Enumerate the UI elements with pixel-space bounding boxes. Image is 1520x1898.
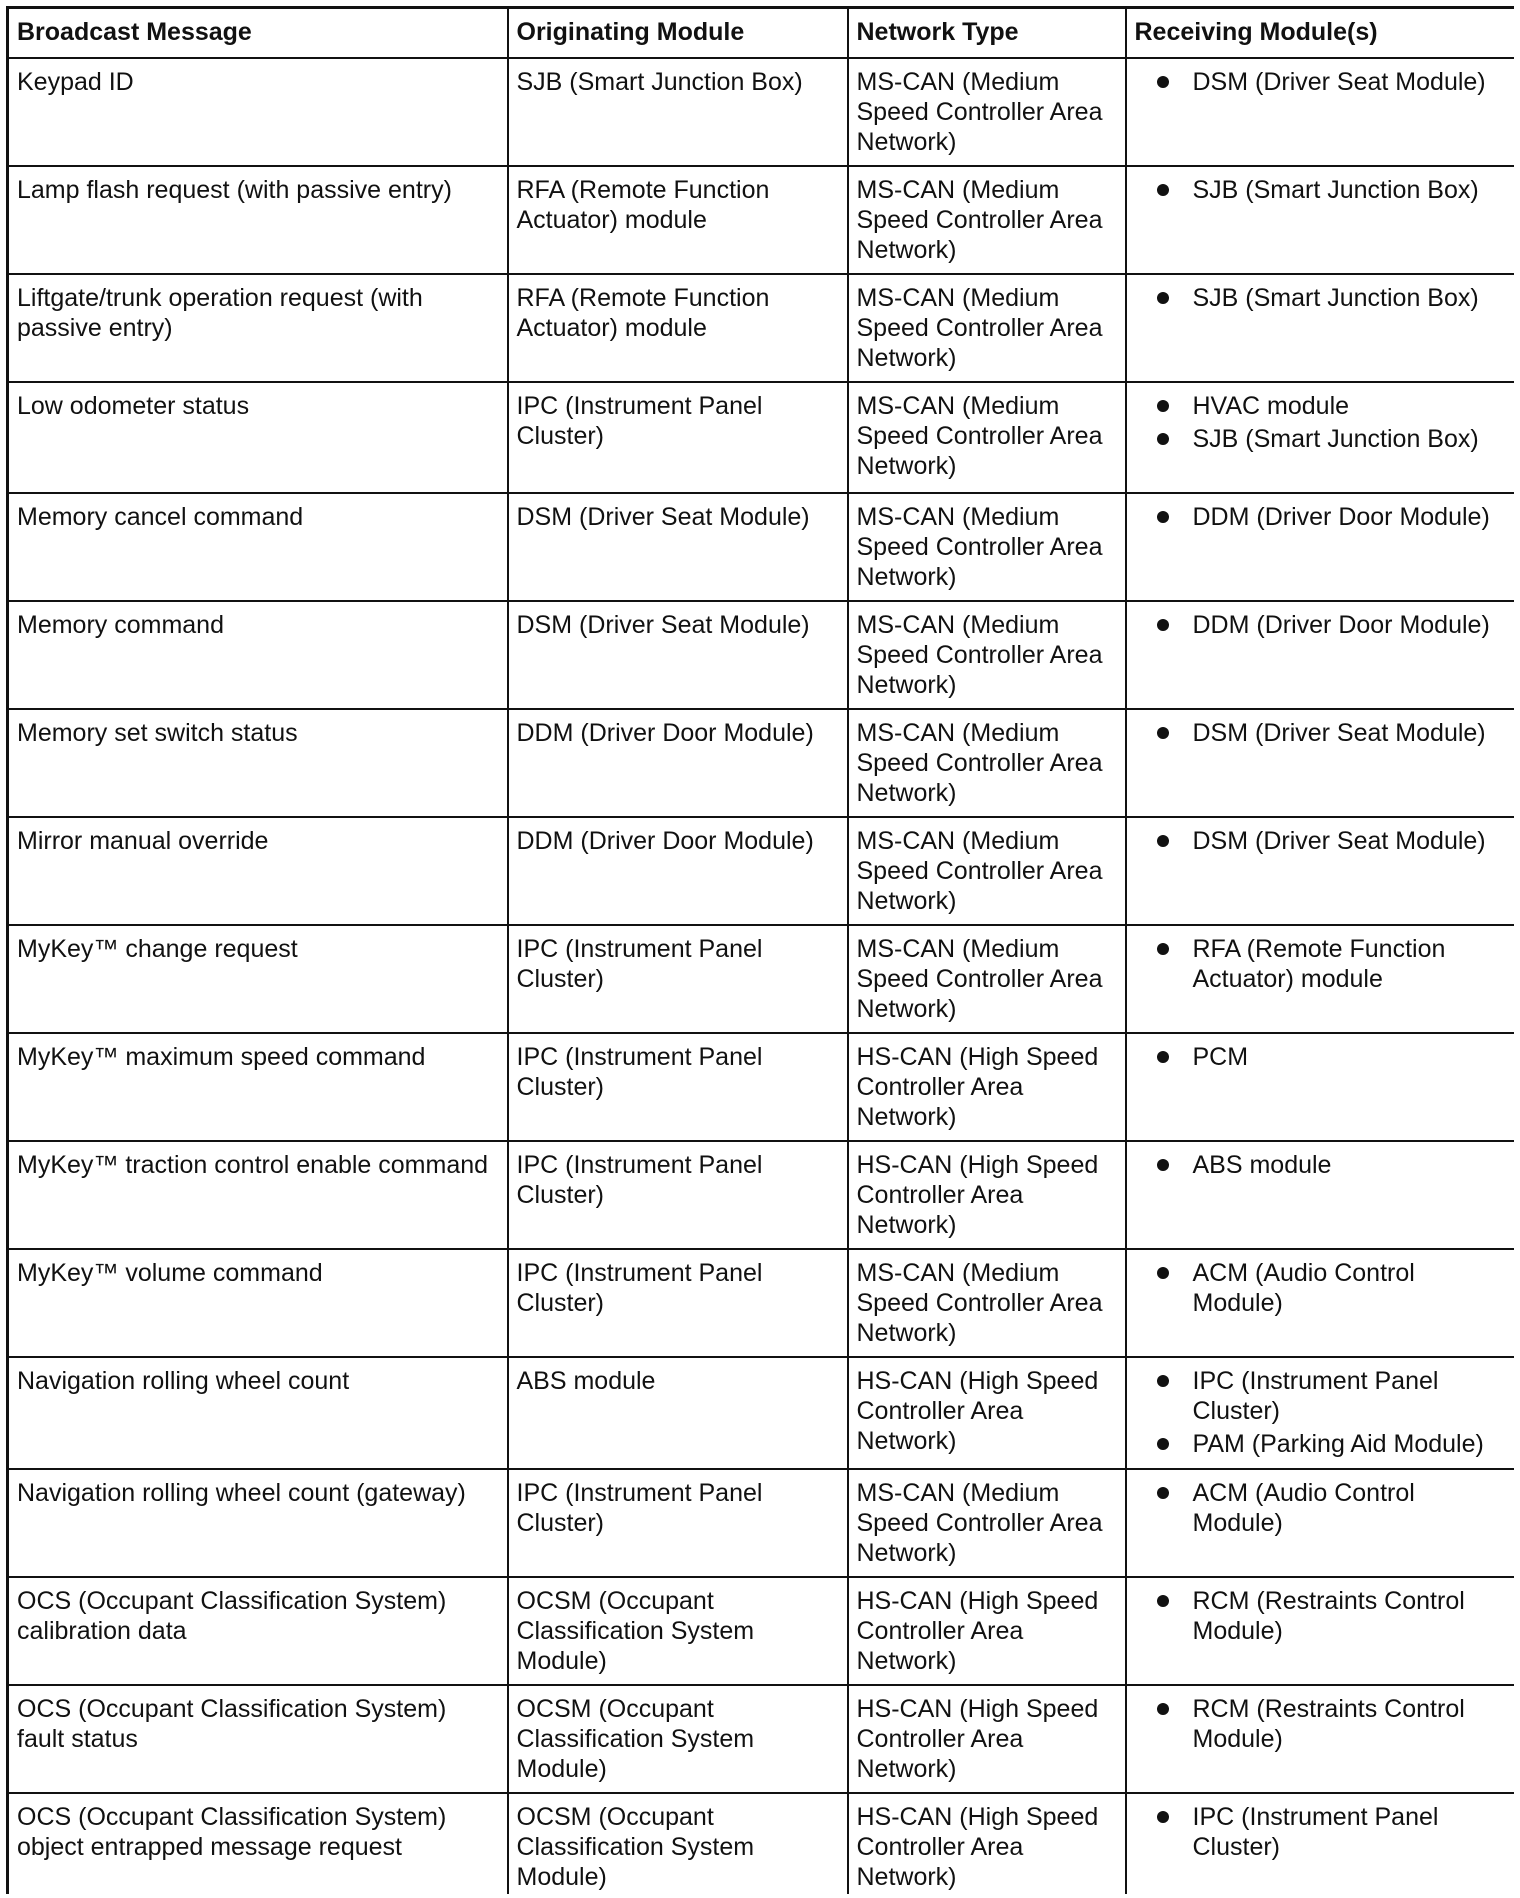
receiving-modules-list xyxy=(1135,718,1507,748)
list-item xyxy=(1157,1802,1507,1862)
table-row xyxy=(8,58,1515,166)
receiving-module-label: RCM (Restraints Control Module) xyxy=(1192,1695,1465,1753)
bullet-icon xyxy=(1157,1267,1169,1279)
list-item xyxy=(1157,1042,1507,1072)
originating-module-cell: DDM (Driver Door Module) xyxy=(508,709,848,817)
document-page xyxy=(6,6,1514,1894)
receiving-module-label: ACM (Audio Control Module) xyxy=(1192,1259,1415,1317)
bullet-icon xyxy=(1157,1595,1169,1607)
header-receiving-modules: Receiving Module(s) xyxy=(1126,8,1515,59)
list-item xyxy=(1157,283,1507,313)
originating-module-cell: IPC (Instrument Panel Cluster) xyxy=(508,1469,848,1577)
network-type-cell: MS-CAN (Medium Speed Controller Area Network) xyxy=(848,493,1126,601)
bullet-icon xyxy=(1157,292,1169,304)
receiving-module-label: DSM (Driver Seat Module) xyxy=(1192,827,1486,855)
receiving-modules-cell xyxy=(1126,601,1515,709)
receiving-modules-list xyxy=(1135,610,1507,640)
receiving-module-label: DSM (Driver Seat Module) xyxy=(1192,68,1486,96)
table-row xyxy=(8,1141,1515,1249)
network-type-cell: MS-CAN (Medium Speed Controller Area Network) xyxy=(848,601,1126,709)
network-type-cell: MS-CAN (Medium Speed Controller Area Network) xyxy=(848,1249,1126,1357)
receiving-modules-cell xyxy=(1126,925,1515,1033)
receiving-modules-list xyxy=(1135,67,1507,97)
table-body xyxy=(8,58,1515,1894)
table-row xyxy=(8,1357,1515,1469)
receiving-module-label: RFA (Remote Function Actuator) module xyxy=(1192,935,1446,993)
bullet-icon xyxy=(1157,1051,1169,1063)
receiving-module-label: ACM (Audio Control Module) xyxy=(1192,1479,1415,1537)
receiving-module-label: SJB (Smart Junction Box) xyxy=(1192,176,1479,204)
receiving-module-label: HVAC module xyxy=(1192,392,1350,420)
originating-module-cell: DDM (Driver Door Module) xyxy=(508,817,848,925)
bullet-icon xyxy=(1157,76,1169,88)
table-row xyxy=(8,382,1515,493)
originating-module-cell: SJB (Smart Junction Box) xyxy=(508,58,848,166)
bullet-icon xyxy=(1157,511,1169,523)
bullet-icon xyxy=(1157,1703,1169,1715)
broadcast-message-cell: Navigation rolling wheel count xyxy=(8,1357,508,1469)
network-type-cell: MS-CAN (Medium Speed Controller Area Network) xyxy=(848,1469,1126,1577)
table-row xyxy=(8,1685,1515,1793)
broadcast-message-cell: Navigation rolling wheel count (gateway) xyxy=(8,1469,508,1577)
receiving-module-label: SJB (Smart Junction Box) xyxy=(1192,284,1479,312)
receiving-modules-cell xyxy=(1126,274,1515,382)
receiving-modules-cell xyxy=(1126,1357,1515,1469)
network-type-cell: HS-CAN (High Speed Controller Area Network) xyxy=(848,1033,1126,1141)
receiving-modules-list xyxy=(1135,1586,1507,1646)
broadcast-message-cell: Mirror manual override xyxy=(8,817,508,925)
originating-module-cell: RFA (Remote Function Actuator) module xyxy=(508,166,848,274)
table-header-row xyxy=(8,8,1515,59)
broadcast-message-cell: MyKey™ traction control enable command xyxy=(8,1141,508,1249)
network-type-cell: MS-CAN (Medium Speed Controller Area Network) xyxy=(848,817,1126,925)
receiving-modules-cell xyxy=(1126,493,1515,601)
receiving-modules-list xyxy=(1135,826,1507,856)
originating-module-cell: IPC (Instrument Panel Cluster) xyxy=(508,1249,848,1357)
receiving-modules-list xyxy=(1135,283,1507,313)
originating-module-cell: DSM (Driver Seat Module) xyxy=(508,601,848,709)
network-type-cell: HS-CAN (High Speed Controller Area Network) xyxy=(848,1357,1126,1469)
table-row xyxy=(8,1033,1515,1141)
receiving-module-label: DDM (Driver Door Module) xyxy=(1192,503,1490,531)
broadcast-message-cell: OCS (Occupant Classification System) object entrapped message request xyxy=(8,1793,508,1894)
receiving-modules-cell xyxy=(1126,166,1515,274)
bullet-icon xyxy=(1157,619,1169,631)
receiving-modules-list xyxy=(1135,1802,1507,1862)
bullet-icon xyxy=(1157,433,1169,445)
originating-module-cell: DSM (Driver Seat Module) xyxy=(508,493,848,601)
receiving-modules-list xyxy=(1135,502,1507,532)
receiving-modules-cell xyxy=(1126,709,1515,817)
table-row xyxy=(8,709,1515,817)
list-item xyxy=(1157,175,1507,205)
network-type-cell: MS-CAN (Medium Speed Controller Area Network) xyxy=(848,709,1126,817)
network-type-cell: HS-CAN (High Speed Controller Area Network) xyxy=(848,1793,1126,1894)
receiving-modules-list xyxy=(1135,1478,1507,1538)
originating-module-cell: ABS module xyxy=(508,1357,848,1469)
table-row xyxy=(8,601,1515,709)
list-item xyxy=(1157,391,1507,421)
network-type-cell: MS-CAN (Medium Speed Controller Area Network) xyxy=(848,58,1126,166)
list-item xyxy=(1157,424,1507,454)
network-type-cell: MS-CAN (Medium Speed Controller Area Network) xyxy=(848,925,1126,1033)
receiving-module-label: DDM (Driver Door Module) xyxy=(1192,611,1490,639)
bullet-icon xyxy=(1157,1438,1169,1450)
receiving-module-label: PAM (Parking Aid Module) xyxy=(1192,1430,1484,1458)
receiving-module-label: DSM (Driver Seat Module) xyxy=(1192,719,1486,747)
receiving-modules-list xyxy=(1135,934,1507,994)
table-row xyxy=(8,1793,1515,1894)
network-type-cell: HS-CAN (High Speed Controller Area Network) xyxy=(848,1685,1126,1793)
list-item xyxy=(1157,502,1507,532)
list-item xyxy=(1157,718,1507,748)
receiving-modules-list xyxy=(1135,391,1507,454)
receiving-modules-cell xyxy=(1126,58,1515,166)
header-originating-module: Originating Module xyxy=(508,8,848,59)
broadcast-message-cell: Liftgate/trunk operation request (with passive entry) xyxy=(8,274,508,382)
list-item xyxy=(1157,1366,1507,1426)
receiving-modules-cell xyxy=(1126,382,1515,493)
table-row xyxy=(8,1249,1515,1357)
list-item xyxy=(1157,610,1507,640)
network-type-cell: MS-CAN (Medium Speed Controller Area Network) xyxy=(848,382,1126,493)
table-row xyxy=(8,493,1515,601)
list-item xyxy=(1157,1694,1507,1754)
receiving-module-label: ABS module xyxy=(1192,1151,1332,1179)
receiving-modules-list xyxy=(1135,1694,1507,1754)
list-item xyxy=(1157,67,1507,97)
table-row xyxy=(8,1577,1515,1685)
originating-module-cell: IPC (Instrument Panel Cluster) xyxy=(508,1033,848,1141)
table-row xyxy=(8,925,1515,1033)
receiving-module-label: SJB (Smart Junction Box) xyxy=(1192,425,1479,453)
originating-module-cell: IPC (Instrument Panel Cluster) xyxy=(508,1141,848,1249)
header-network-type: Network Type xyxy=(848,8,1126,59)
broadcast-message-cell: MyKey™ volume command xyxy=(8,1249,508,1357)
receiving-modules-cell xyxy=(1126,1249,1515,1357)
receiving-modules-cell xyxy=(1126,1577,1515,1685)
receiving-modules-cell xyxy=(1126,1141,1515,1249)
receiving-modules-list xyxy=(1135,1366,1507,1459)
receiving-modules-cell xyxy=(1126,817,1515,925)
originating-module-cell: OCSM (Occupant Classification System Module) xyxy=(508,1793,848,1894)
table-row xyxy=(8,274,1515,382)
receiving-module-label: IPC (Instrument Panel Cluster) xyxy=(1192,1367,1439,1425)
table-row xyxy=(8,817,1515,925)
receiving-modules-cell xyxy=(1126,1469,1515,1577)
receiving-modules-list xyxy=(1135,1042,1507,1072)
broadcast-message-cell: Memory command xyxy=(8,601,508,709)
broadcast-message-cell: Lamp flash request (with passive entry) xyxy=(8,166,508,274)
header-broadcast-message: Broadcast Message xyxy=(8,8,508,59)
receiving-modules-cell xyxy=(1126,1793,1515,1894)
bullet-icon xyxy=(1157,835,1169,847)
broadcast-message-cell: Keypad ID xyxy=(8,58,508,166)
bullet-icon xyxy=(1157,727,1169,739)
table-row xyxy=(8,166,1515,274)
network-type-cell: MS-CAN (Medium Speed Controller Area Network) xyxy=(848,274,1126,382)
receiving-modules-list xyxy=(1135,1258,1507,1318)
list-item xyxy=(1157,1258,1507,1318)
network-type-cell: HS-CAN (High Speed Controller Area Network) xyxy=(848,1141,1126,1249)
network-type-cell: HS-CAN (High Speed Controller Area Network) xyxy=(848,1577,1126,1685)
bullet-icon xyxy=(1157,1811,1169,1823)
table-row xyxy=(8,1469,1515,1577)
broadcast-message-cell: Memory cancel command xyxy=(8,493,508,601)
list-item xyxy=(1157,1478,1507,1538)
receiving-modules-list xyxy=(1135,175,1507,205)
bullet-icon xyxy=(1157,943,1169,955)
list-item xyxy=(1157,1586,1507,1646)
list-item xyxy=(1157,1150,1507,1180)
originating-module-cell: RFA (Remote Function Actuator) module xyxy=(508,274,848,382)
originating-module-cell: IPC (Instrument Panel Cluster) xyxy=(508,382,848,493)
bullet-icon xyxy=(1157,1487,1169,1499)
broadcast-message-cell: MyKey™ maximum speed command xyxy=(8,1033,508,1141)
broadcast-message-table xyxy=(6,6,1514,1894)
receiving-modules-cell xyxy=(1126,1033,1515,1141)
receiving-module-label: PCM xyxy=(1192,1043,1249,1071)
bullet-icon xyxy=(1157,400,1169,412)
bullet-icon xyxy=(1157,1159,1169,1171)
originating-module-cell: IPC (Instrument Panel Cluster) xyxy=(508,925,848,1033)
broadcast-message-cell: Memory set switch status xyxy=(8,709,508,817)
broadcast-message-cell: MyKey™ change request xyxy=(8,925,508,1033)
bullet-icon xyxy=(1157,184,1169,196)
receiving-module-label: IPC (Instrument Panel Cluster) xyxy=(1192,1803,1439,1861)
receiving-modules-cell xyxy=(1126,1685,1515,1793)
list-item xyxy=(1157,826,1507,856)
list-item xyxy=(1157,1429,1507,1459)
bullet-icon xyxy=(1157,1375,1169,1387)
broadcast-message-cell: OCS (Occupant Classification System) calibration data xyxy=(8,1577,508,1685)
receiving-modules-list xyxy=(1135,1150,1507,1180)
broadcast-message-cell: OCS (Occupant Classification System) fault status xyxy=(8,1685,508,1793)
receiving-module-label: RCM (Restraints Control Module) xyxy=(1192,1587,1465,1645)
list-item xyxy=(1157,934,1507,994)
originating-module-cell: OCSM (Occupant Classification System Module) xyxy=(508,1577,848,1685)
network-type-cell: MS-CAN (Medium Speed Controller Area Network) xyxy=(848,166,1126,274)
originating-module-cell: OCSM (Occupant Classification System Module) xyxy=(508,1685,848,1793)
broadcast-message-cell: Low odometer status xyxy=(8,382,508,493)
